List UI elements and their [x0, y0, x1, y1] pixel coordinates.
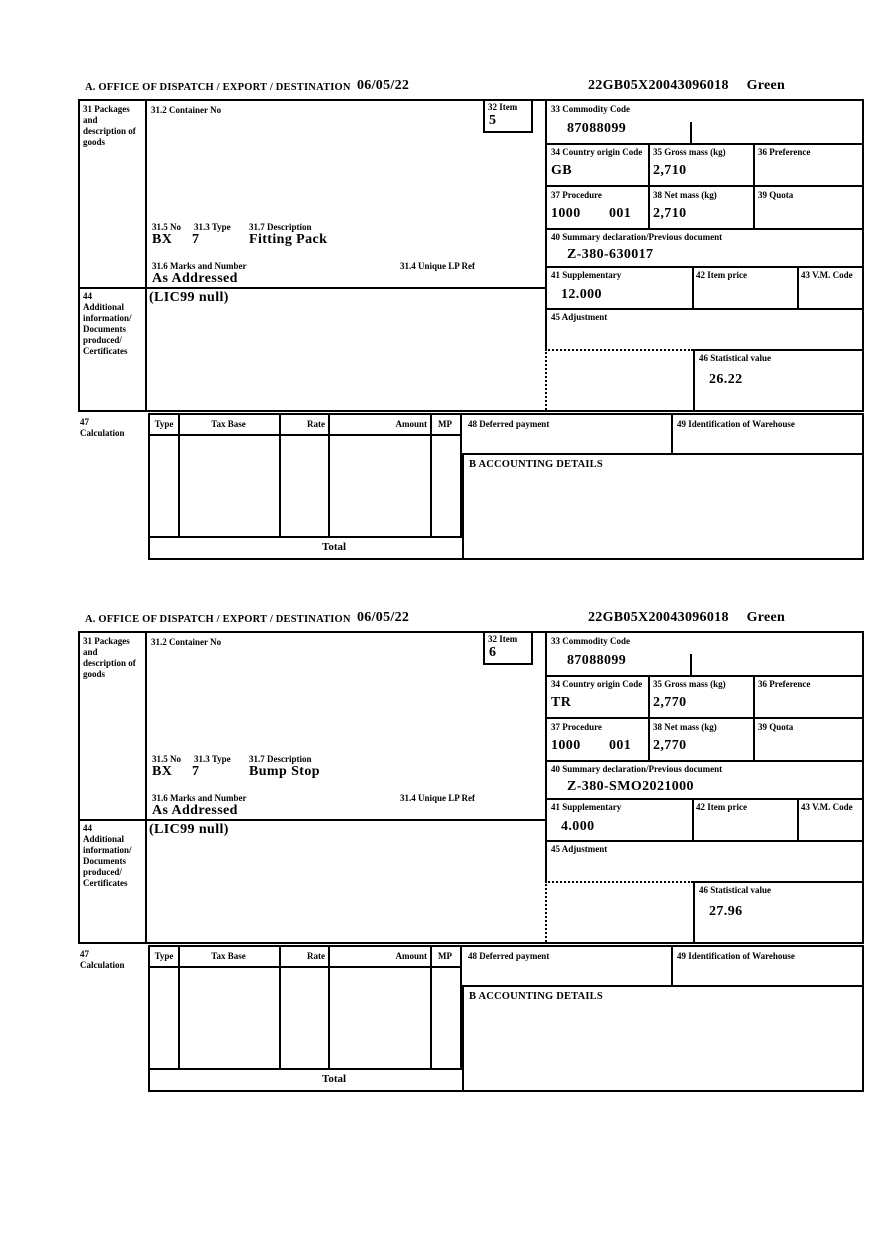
office-of-dispatch-label: A. OFFICE OF DISPATCH / EXPORT / DESTINATION: [85, 614, 351, 625]
box32-item-label: 32 Item: [488, 102, 518, 112]
border-line: [753, 143, 755, 185]
border-line: [80, 819, 545, 821]
column-header-tax-base: Tax Base: [211, 951, 246, 961]
dotted-border-line: [545, 347, 547, 410]
accounting-details-box: [462, 987, 864, 1092]
previous-document-reference: Z-380-SMO2021000: [567, 779, 694, 794]
box31-packages-label: 31 Packages and description of goods: [83, 636, 136, 679]
box38-net-mass-label: 38 Net mass (kg): [653, 190, 717, 200]
border-line: [648, 185, 650, 228]
box47-number: 47: [80, 949, 89, 959]
accounting-details-label: B ACCOUNTING DETAILS: [469, 991, 603, 1002]
procedure-code: 1000: [551, 738, 581, 753]
box44-label-text: Additional information/ Documents produced/ Certificates: [83, 302, 132, 356]
column-header-rate: Rate: [307, 419, 325, 429]
supplementary-units: 4.000: [561, 819, 595, 834]
package-count: BX: [152, 232, 173, 247]
box49-warehouse-label: 49 Identification of Warehouse: [677, 419, 795, 429]
previous-document-reference: Z-380-630017: [567, 247, 654, 262]
total-label: Total: [322, 1073, 347, 1085]
commodity-code: 87088099: [567, 121, 627, 136]
border-line: [648, 675, 650, 717]
box48-deferred-payment-label: 48 Deferred payment: [468, 419, 550, 429]
border-line: [80, 287, 545, 289]
box36-preference-label: 36 Preference: [758, 147, 811, 157]
box35-gross-mass-label: 35 Gross mass (kg): [653, 679, 726, 689]
goods-description: Bump Stop: [249, 764, 320, 779]
declaration-reference: [588, 78, 785, 94]
border-line: [545, 308, 862, 310]
office-of-dispatch-label: A. OFFICE OF DISPATCH / EXPORT / DESTINATION: [85, 82, 351, 93]
goods-description-box: [78, 631, 864, 944]
border-line: [648, 143, 650, 185]
deferred-payment-box: [462, 945, 864, 987]
country-origin-code: GB: [551, 163, 573, 178]
additional-information-value: (LIC99 null): [149, 290, 229, 305]
box47-label-text: Calculation: [80, 428, 125, 438]
declaration-reference: [588, 610, 785, 626]
box31-6-marks-label: 31.6 Marks and Number: [152, 793, 247, 803]
column-header-mp: MP: [438, 419, 452, 429]
box45-adjustment-label: 45 Adjustment: [551, 844, 608, 854]
box31-6-marks-label: 31.6 Marks and Number: [152, 261, 247, 271]
border-line: [797, 266, 799, 308]
box41-supplementary-label: 41 Supplementary: [551, 802, 622, 812]
box32-item-box: [483, 633, 533, 665]
dispatch-date: 06/05/22: [357, 610, 410, 625]
box41-supplementary-label: 41 Supplementary: [551, 270, 622, 280]
column-header-tax-base: Tax Base: [211, 419, 246, 429]
procedure-code: 1000: [551, 206, 581, 221]
additional-information-value: (LIC99 null): [149, 822, 229, 837]
border-line: [545, 633, 547, 879]
box32-item-number: 5: [489, 113, 497, 128]
box32-item-label: 32 Item: [488, 634, 518, 644]
box48-deferred-payment-label: 48 Deferred payment: [468, 951, 550, 961]
box38-net-mass-label: 38 Net mass (kg): [653, 722, 717, 732]
box33-commodity-code-label: 33 Commodity Code: [551, 104, 630, 114]
box45-adjustment-label: 45 Adjustment: [551, 312, 608, 322]
customs-goods-item-form: [78, 610, 864, 1092]
border-line: [693, 349, 862, 351]
box32-item-number: 6: [489, 645, 497, 660]
gross-mass: 2,770: [653, 695, 687, 710]
border-line: [671, 415, 673, 453]
box31-5-no-label: 31.5 No: [152, 222, 181, 232]
border-line: [545, 798, 862, 800]
box43-vm-code-label: 43 V.M. Code: [801, 802, 853, 812]
border-line: [545, 840, 862, 842]
border-line: [753, 675, 755, 717]
column-header-type: Type: [154, 951, 174, 961]
border-line: [145, 101, 147, 410]
box47-calculation-label: [80, 417, 140, 439]
supplementary-units: 12.000: [561, 287, 602, 302]
box35-gross-mass-label: 35 Gross mass (kg): [653, 147, 726, 157]
goods-description: Fitting Pack: [249, 232, 328, 247]
border-line: [693, 881, 695, 942]
box31-2-container-no-label: 31.2 Container No: [151, 637, 222, 647]
package-type: 7: [192, 232, 200, 247]
movement-reference-number: 22GB05X20043096018: [588, 78, 729, 93]
box31-2-container-no-label: 31.2 Container No: [151, 105, 222, 115]
procedure-code-extension: 001: [609, 206, 632, 221]
accounting-details-box: [462, 455, 864, 560]
net-mass: 2,710: [653, 206, 687, 221]
box43-vm-code-label: 43 V.M. Code: [801, 270, 853, 280]
column-header-amount: Amount: [395, 951, 427, 961]
tax-calculation-table: [148, 945, 462, 1070]
box44-label-text: Additional information/ Documents produced/ Certificates: [83, 834, 132, 888]
box37-procedure-label: 37 Procedure: [551, 722, 602, 732]
package-type: 7: [192, 764, 200, 779]
movement-reference-number: 22GB05X20043096018: [588, 610, 729, 625]
dotted-border-line: [545, 881, 693, 883]
column-header-type: Type: [154, 419, 174, 429]
column-header-amount: Amount: [395, 419, 427, 429]
border-line: [693, 349, 695, 410]
box34-country-origin-label: 34 Country origin Code: [551, 679, 643, 689]
border-line: [545, 675, 862, 677]
box42-item-price-label: 42 Item price: [696, 802, 747, 812]
routing-status: Green: [746, 610, 786, 625]
box44-additional-info-label: [83, 291, 143, 357]
column-header-mp: MP: [438, 951, 452, 961]
border-line: [545, 143, 862, 145]
box34-country-origin-label: 34 Country origin Code: [551, 147, 643, 157]
border-line: [545, 185, 862, 187]
gross-mass: 2,710: [653, 163, 687, 178]
goods-description-box: [78, 99, 864, 412]
box39-quota-label: 39 Quota: [758, 722, 794, 732]
border-line: [693, 881, 862, 883]
marks-and-numbers: As Addressed: [152, 803, 238, 818]
box47-number: 47: [80, 417, 89, 427]
statistical-value: 27.96: [709, 904, 743, 919]
package-count: BX: [152, 764, 173, 779]
box47-calculation-label: [80, 949, 140, 971]
box37-procedure-label: 37 Procedure: [551, 190, 602, 200]
column-header-rate: Rate: [307, 951, 325, 961]
dotted-border-line: [545, 349, 693, 351]
border-line: [648, 717, 650, 760]
border-line: [545, 717, 862, 719]
border-line: [545, 228, 862, 230]
box44-number: 44: [83, 823, 92, 833]
box31-4-lp-ref-label: 31.4 Unique LP Ref: [400, 793, 476, 803]
tax-calculation-table: [148, 413, 462, 538]
country-origin-code: TR: [551, 695, 572, 710]
box46-statistical-value-label: 46 Statistical value: [699, 353, 771, 363]
commodity-code-subdivider-line: [690, 654, 692, 675]
box44-number: 44: [83, 291, 92, 301]
box32-item-box: [483, 101, 533, 133]
commodity-code: 87088099: [567, 653, 627, 668]
box39-quota-label: 39 Quota: [758, 190, 794, 200]
border-line: [150, 966, 460, 968]
box31-7-description-label: 31.7 Description: [249, 754, 312, 764]
border-line: [692, 798, 694, 840]
routing-status: Green: [746, 78, 786, 93]
dotted-border-line: [545, 879, 547, 942]
box31-3-type-label: 31.3 Type: [194, 754, 231, 764]
accounting-details-label: B ACCOUNTING DETAILS: [469, 459, 603, 470]
box36-preference-label: 36 Preference: [758, 679, 811, 689]
box31-7-description-label: 31.7 Description: [249, 222, 312, 232]
box46-statistical-value-label: 46 Statistical value: [699, 885, 771, 895]
box31-4-lp-ref-label: 31.4 Unique LP Ref: [400, 261, 476, 271]
dispatch-date: 06/05/22: [357, 78, 410, 93]
box49-warehouse-label: 49 Identification of Warehouse: [677, 951, 795, 961]
box44-additional-info-label: [83, 823, 143, 889]
box40-previous-document-label: 40 Summary declaration/Previous document: [551, 232, 723, 242]
box47-label-text: Calculation: [80, 960, 125, 970]
border-line: [150, 434, 460, 436]
box42-item-price-label: 42 Item price: [696, 270, 747, 280]
procedure-code-extension: 001: [609, 738, 632, 753]
net-mass: 2,770: [653, 738, 687, 753]
border-line: [545, 101, 547, 347]
deferred-payment-box: [462, 413, 864, 455]
border-line: [545, 266, 862, 268]
border-line: [145, 633, 147, 942]
statistical-value: 26.22: [709, 372, 743, 387]
box31-3-type-label: 31.3 Type: [194, 222, 231, 232]
border-line: [797, 798, 799, 840]
box31-packages-label: 31 Packages and description of goods: [83, 104, 136, 147]
box33-commodity-code-label: 33 Commodity Code: [551, 636, 630, 646]
border-line: [753, 185, 755, 228]
commodity-code-subdivider-line: [690, 122, 692, 143]
marks-and-numbers: As Addressed: [152, 271, 238, 286]
box40-previous-document-label: 40 Summary declaration/Previous document: [551, 764, 723, 774]
total-label: Total: [322, 541, 347, 553]
box31-5-no-label: 31.5 No: [152, 754, 181, 764]
border-line: [671, 947, 673, 985]
border-line: [692, 266, 694, 308]
customs-goods-item-form: [78, 78, 864, 560]
border-line: [545, 760, 862, 762]
border-line: [753, 717, 755, 760]
